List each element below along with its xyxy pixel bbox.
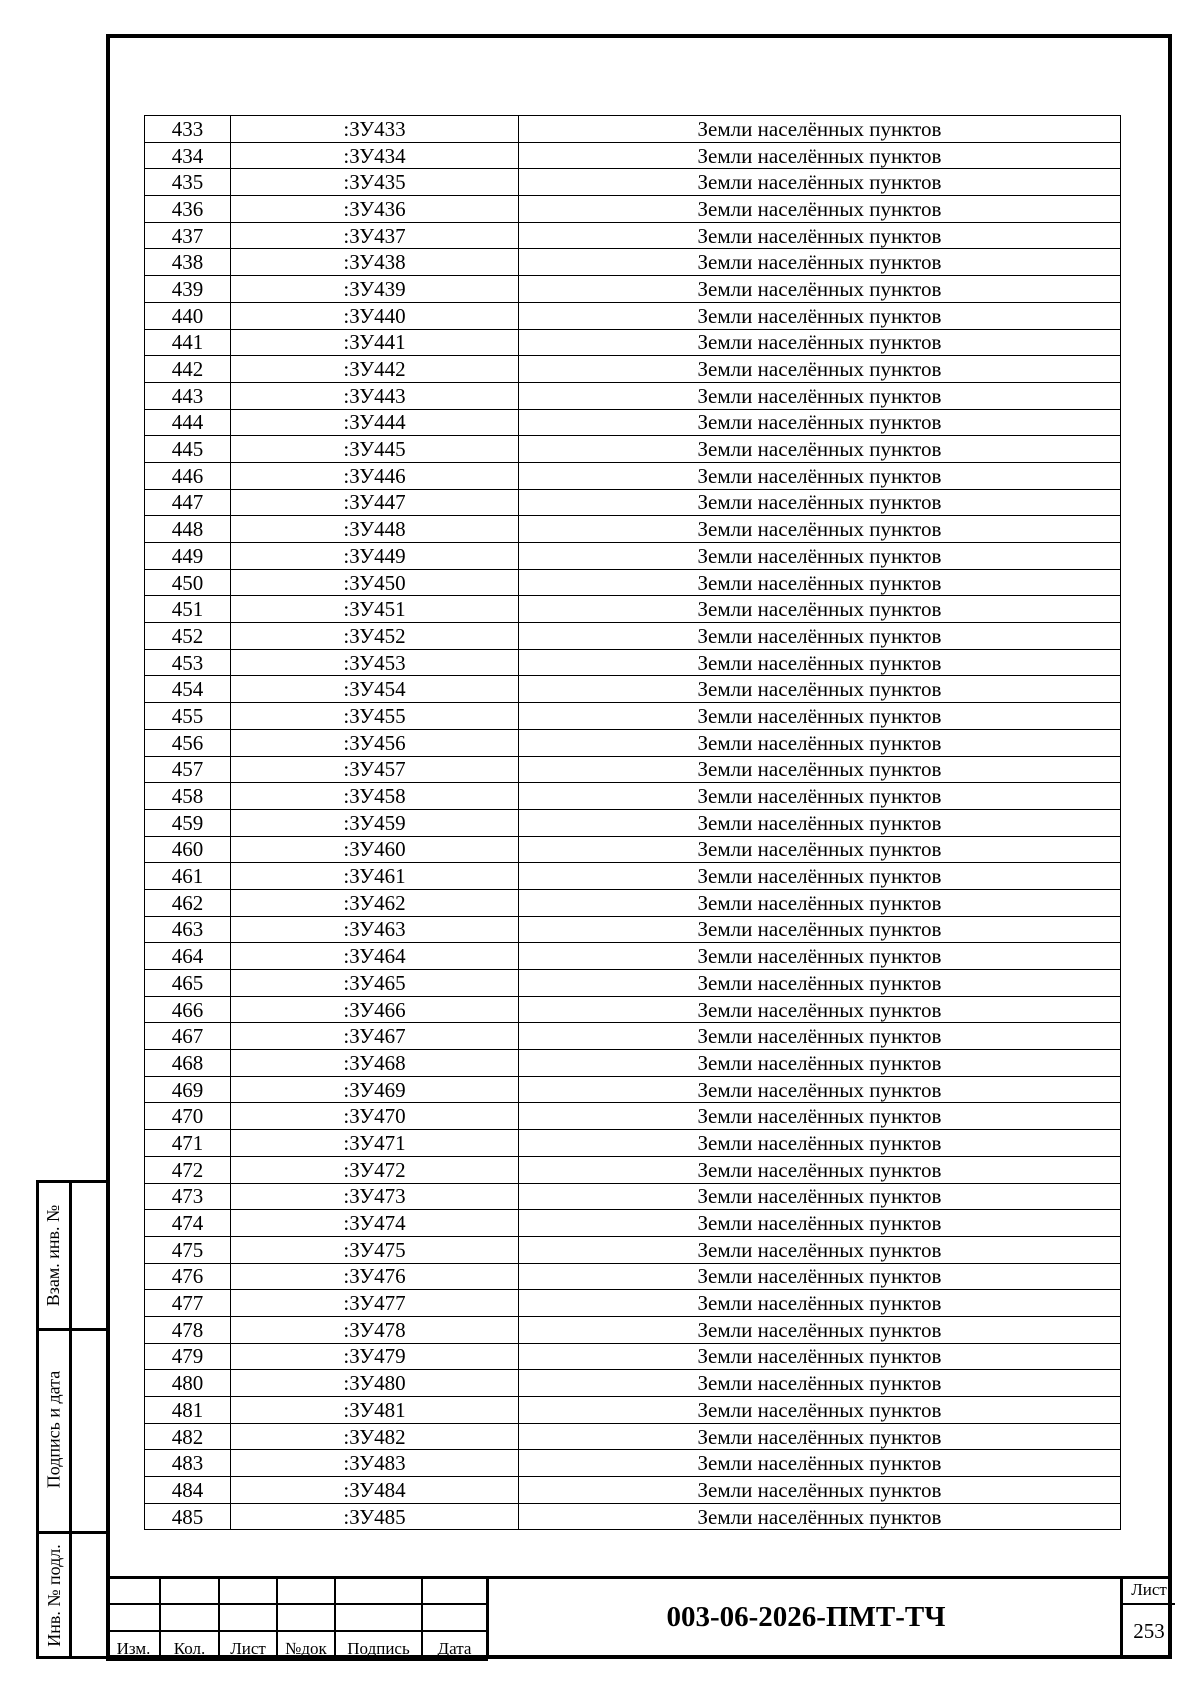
land-category: Земли населённых пунктов — [519, 809, 1121, 836]
side-label-podpis: Подпись и дата — [43, 1370, 64, 1489]
land-category: Земли населённых пунктов — [519, 302, 1121, 329]
row-number: 457 — [145, 756, 231, 783]
land-category: Земли населённых пунктов — [519, 569, 1121, 596]
land-category: Земли населённых пунктов — [519, 276, 1121, 303]
land-category: Земли населённых пунктов — [519, 462, 1121, 489]
land-category: Земли населённых пунктов — [519, 783, 1121, 810]
row-number: 442 — [145, 356, 231, 383]
row-number: 439 — [145, 276, 231, 303]
land-category: Земли населённых пунктов — [519, 222, 1121, 249]
plot-id: :ЗУ443 — [231, 382, 519, 409]
row-number: 478 — [145, 1316, 231, 1343]
row-number: 485 — [145, 1503, 231, 1530]
row-number: 436 — [145, 196, 231, 223]
land-category: Земли населённых пунктов — [519, 756, 1121, 783]
table-row — [145, 569, 1121, 596]
plot-id: :ЗУ446 — [231, 462, 519, 489]
land-category: Земли населённых пунктов — [519, 1290, 1121, 1317]
land-category: Земли населённых пунктов — [519, 1343, 1121, 1370]
row-number: 446 — [145, 462, 231, 489]
row-number: 459 — [145, 809, 231, 836]
land-category: Земли населённых пунктов — [519, 889, 1121, 916]
plot-id: :ЗУ479 — [231, 1343, 519, 1370]
table-row — [145, 436, 1121, 463]
table-row — [145, 1156, 1121, 1183]
plot-id: :ЗУ475 — [231, 1236, 519, 1263]
table-row — [145, 889, 1121, 916]
row-number: 477 — [145, 1290, 231, 1317]
land-category: Земли населённых пунктов — [519, 516, 1121, 543]
row-number: 433 — [145, 116, 231, 143]
plot-id: :ЗУ453 — [231, 649, 519, 676]
plot-id: :ЗУ457 — [231, 756, 519, 783]
plot-id: :ЗУ448 — [231, 516, 519, 543]
plot-id: :ЗУ470 — [231, 1103, 519, 1130]
table-row — [145, 462, 1121, 489]
row-number: 443 — [145, 382, 231, 409]
plot-id: :ЗУ434 — [231, 142, 519, 169]
row-number: 473 — [145, 1183, 231, 1210]
row-number: 456 — [145, 729, 231, 756]
plot-id: :ЗУ482 — [231, 1423, 519, 1450]
land-category: Земли населённых пунктов — [519, 943, 1121, 970]
plot-id: :ЗУ455 — [231, 703, 519, 730]
plot-id: :ЗУ471 — [231, 1130, 519, 1157]
land-category: Земли населённых пунктов — [519, 729, 1121, 756]
land-category: Земли населённых пунктов — [519, 436, 1121, 463]
sheet-number: 253 — [1133, 1619, 1165, 1643]
row-number: 462 — [145, 889, 231, 916]
row-number: 479 — [145, 1343, 231, 1370]
header-podpis: Подпись — [335, 1631, 422, 1660]
plot-id: :ЗУ440 — [231, 302, 519, 329]
row-number: 472 — [145, 1156, 231, 1183]
row-number: 444 — [145, 409, 231, 436]
row-number: 447 — [145, 489, 231, 516]
land-category: Земли населённых пунктов — [519, 409, 1121, 436]
table-body — [145, 116, 1121, 1530]
land-category: Земли населённых пунктов — [519, 1156, 1121, 1183]
plot-id: :ЗУ468 — [231, 1050, 519, 1077]
row-number: 434 — [145, 142, 231, 169]
row-number: 458 — [145, 783, 231, 810]
table-row — [145, 836, 1121, 863]
plot-id: :ЗУ461 — [231, 863, 519, 890]
table-row — [145, 676, 1121, 703]
table-row — [145, 1397, 1121, 1424]
table-row — [145, 489, 1121, 516]
table-row — [145, 222, 1121, 249]
header-kol: Кол. — [160, 1631, 219, 1660]
land-category: Земли населённых пунктов — [519, 1183, 1121, 1210]
land-category: Земли населённых пунктов — [519, 649, 1121, 676]
plot-id: :ЗУ483 — [231, 1450, 519, 1477]
land-category: Земли населённых пунктов — [519, 249, 1121, 276]
table-row — [145, 1130, 1121, 1157]
row-number: 470 — [145, 1103, 231, 1130]
table-row — [145, 1076, 1121, 1103]
table-row — [145, 169, 1121, 196]
table-row — [145, 596, 1121, 623]
row-number: 437 — [145, 222, 231, 249]
plot-id: :ЗУ442 — [231, 356, 519, 383]
table-row — [145, 1183, 1121, 1210]
header-izm: Изм. — [107, 1631, 160, 1660]
table-row — [145, 142, 1121, 169]
table-row — [145, 649, 1121, 676]
plot-id: :ЗУ477 — [231, 1290, 519, 1317]
plot-id: :ЗУ456 — [231, 729, 519, 756]
plot-id: :ЗУ445 — [231, 436, 519, 463]
title-block-grid — [106, 1576, 488, 1661]
table-row — [145, 1477, 1121, 1504]
row-number: 445 — [145, 436, 231, 463]
row-number: 476 — [145, 1263, 231, 1290]
plot-id: :ЗУ466 — [231, 996, 519, 1023]
table-row — [145, 809, 1121, 836]
row-number: 461 — [145, 863, 231, 890]
plot-id: :ЗУ464 — [231, 943, 519, 970]
table-row — [145, 543, 1121, 570]
row-number: 441 — [145, 329, 231, 356]
table-row — [145, 1103, 1121, 1130]
row-number: 484 — [145, 1477, 231, 1504]
table-row — [145, 1370, 1121, 1397]
plot-id: :ЗУ474 — [231, 1210, 519, 1237]
row-number: 466 — [145, 996, 231, 1023]
row-number: 475 — [145, 1236, 231, 1263]
header-list: Лист — [219, 1631, 277, 1660]
row-number: 450 — [145, 569, 231, 596]
plot-id: :ЗУ452 — [231, 623, 519, 650]
plot-id: :ЗУ460 — [231, 836, 519, 863]
table-row — [145, 729, 1121, 756]
table-row — [145, 1423, 1121, 1450]
row-number: 453 — [145, 649, 231, 676]
table-row — [145, 1210, 1121, 1237]
row-number: 454 — [145, 676, 231, 703]
land-category: Земли населённых пунктов — [519, 916, 1121, 943]
land-category: Земли населённых пунктов — [519, 863, 1121, 890]
plot-id: :ЗУ438 — [231, 249, 519, 276]
row-number: 469 — [145, 1076, 231, 1103]
land-category: Земли населённых пунктов — [519, 1236, 1121, 1263]
plot-id: :ЗУ441 — [231, 329, 519, 356]
side-label-vzam: Взам. инв. № — [43, 1204, 64, 1307]
land-category: Земли населённых пунктов — [519, 543, 1121, 570]
table-row — [145, 943, 1121, 970]
land-category: Земли населённых пунктов — [519, 1503, 1121, 1530]
table-row — [145, 1290, 1121, 1317]
plot-id: :ЗУ454 — [231, 676, 519, 703]
land-category: Земли населённых пунктов — [519, 836, 1121, 863]
table-row — [145, 1343, 1121, 1370]
table-row — [145, 863, 1121, 890]
row-number: 448 — [145, 516, 231, 543]
plot-id: :ЗУ433 — [231, 116, 519, 143]
land-category: Земли населённых пунктов — [519, 1423, 1121, 1450]
land-category: Земли населённых пунктов — [519, 703, 1121, 730]
row-number: 483 — [145, 1450, 231, 1477]
plot-id: :ЗУ444 — [231, 409, 519, 436]
title-block — [106, 1576, 1172, 1659]
table-row — [145, 409, 1121, 436]
row-number: 474 — [145, 1210, 231, 1237]
land-category: Земли населённых пунктов — [519, 1397, 1121, 1424]
plot-id: :ЗУ473 — [231, 1183, 519, 1210]
plot-id: :ЗУ476 — [231, 1263, 519, 1290]
land-category: Земли населённых пунктов — [519, 596, 1121, 623]
table-row — [145, 1236, 1121, 1263]
land-category: Земли населённых пунктов — [519, 1050, 1121, 1077]
land-category: Земли населённых пунктов — [519, 996, 1121, 1023]
table-row — [145, 970, 1121, 997]
row-number: 451 — [145, 596, 231, 623]
plot-id: :ЗУ449 — [231, 543, 519, 570]
table-row — [145, 1050, 1121, 1077]
plot-id: :ЗУ484 — [231, 1477, 519, 1504]
row-number: 482 — [145, 1423, 231, 1450]
header-data: Дата — [422, 1631, 487, 1660]
plot-id: :ЗУ458 — [231, 783, 519, 810]
plot-id: :ЗУ447 — [231, 489, 519, 516]
row-number: 464 — [145, 943, 231, 970]
plot-id: :ЗУ485 — [231, 1503, 519, 1530]
table-row — [145, 1316, 1121, 1343]
plot-id: :ЗУ459 — [231, 809, 519, 836]
table-row — [145, 756, 1121, 783]
table-row — [145, 1023, 1121, 1050]
plot-id: :ЗУ436 — [231, 196, 519, 223]
plot-id: :ЗУ478 — [231, 1316, 519, 1343]
plot-id: :ЗУ467 — [231, 1023, 519, 1050]
table-row — [145, 196, 1121, 223]
table-row — [145, 1450, 1121, 1477]
row-number: 455 — [145, 703, 231, 730]
row-number: 438 — [145, 249, 231, 276]
land-category: Земли населённых пунктов — [519, 142, 1121, 169]
plot-id: :ЗУ472 — [231, 1156, 519, 1183]
plot-id: :ЗУ481 — [231, 1397, 519, 1424]
row-number: 452 — [145, 623, 231, 650]
row-number: 468 — [145, 1050, 231, 1077]
table-row — [145, 356, 1121, 383]
table-row — [145, 249, 1121, 276]
land-category: Земли населённых пунктов — [519, 1477, 1121, 1504]
table-row — [145, 1263, 1121, 1290]
row-number: 449 — [145, 543, 231, 570]
plot-id: :ЗУ469 — [231, 1076, 519, 1103]
land-category: Земли населённых пунктов — [519, 1450, 1121, 1477]
land-category: Земли населённых пунктов — [519, 970, 1121, 997]
table-row — [145, 329, 1121, 356]
sheet-box — [1120, 1576, 1175, 1659]
plot-id: :ЗУ462 — [231, 889, 519, 916]
row-number: 471 — [145, 1130, 231, 1157]
land-category: Земли населённых пунктов — [519, 676, 1121, 703]
table-row — [145, 703, 1121, 730]
row-number: 460 — [145, 836, 231, 863]
plot-id: :ЗУ463 — [231, 916, 519, 943]
land-category: Земли населённых пунктов — [519, 1210, 1121, 1237]
land-category: Земли населённых пунктов — [519, 1316, 1121, 1343]
table-row — [145, 302, 1121, 329]
row-number: 435 — [145, 169, 231, 196]
row-number: 463 — [145, 916, 231, 943]
row-number: 465 — [145, 970, 231, 997]
land-category: Земли населённых пунктов — [519, 489, 1121, 516]
plot-id: :ЗУ435 — [231, 169, 519, 196]
table-row — [145, 382, 1121, 409]
land-category: Земли населённых пунктов — [519, 1023, 1121, 1050]
land-category: Земли населённых пунктов — [519, 382, 1121, 409]
sheet-label: Лист — [1123, 1576, 1175, 1605]
table-row — [145, 996, 1121, 1023]
table-row — [145, 623, 1121, 650]
land-category: Земли населённых пунктов — [519, 169, 1121, 196]
row-number: 467 — [145, 1023, 231, 1050]
row-number: 440 — [145, 302, 231, 329]
land-category: Земли населённых пунктов — [519, 1370, 1121, 1397]
row-number: 481 — [145, 1397, 231, 1424]
header-ndok: №док — [277, 1631, 335, 1660]
plot-id: :ЗУ450 — [231, 569, 519, 596]
table-row — [145, 1503, 1121, 1530]
table-row — [145, 116, 1121, 143]
land-plots-table — [144, 115, 1121, 1530]
land-category: Земли населённых пунктов — [519, 1076, 1121, 1103]
land-category: Земли населённых пунктов — [519, 116, 1121, 143]
plot-id: :ЗУ451 — [231, 596, 519, 623]
plot-id: :ЗУ437 — [231, 222, 519, 249]
table-row — [145, 783, 1121, 810]
row-number: 480 — [145, 1370, 231, 1397]
land-category: Земли населённых пунктов — [519, 1103, 1121, 1130]
land-category: Земли населённых пунктов — [519, 1130, 1121, 1157]
table-row — [145, 516, 1121, 543]
land-category: Земли населённых пунктов — [519, 196, 1121, 223]
side-strip — [36, 1180, 106, 1659]
plot-id: :ЗУ465 — [231, 970, 519, 997]
land-category: Земли населённых пунктов — [519, 623, 1121, 650]
side-label-inv: Инв. № подл. — [43, 1543, 64, 1647]
table-row — [145, 916, 1121, 943]
plot-id: :ЗУ480 — [231, 1370, 519, 1397]
land-category: Земли населённых пунктов — [519, 356, 1121, 383]
document-code: 003-06-2026-ПМТ-ТЧ — [486, 1576, 1123, 1659]
land-category: Земли населённых пунктов — [519, 1263, 1121, 1290]
plot-id: :ЗУ439 — [231, 276, 519, 303]
land-category: Земли населённых пунктов — [519, 329, 1121, 356]
table-row — [145, 276, 1121, 303]
